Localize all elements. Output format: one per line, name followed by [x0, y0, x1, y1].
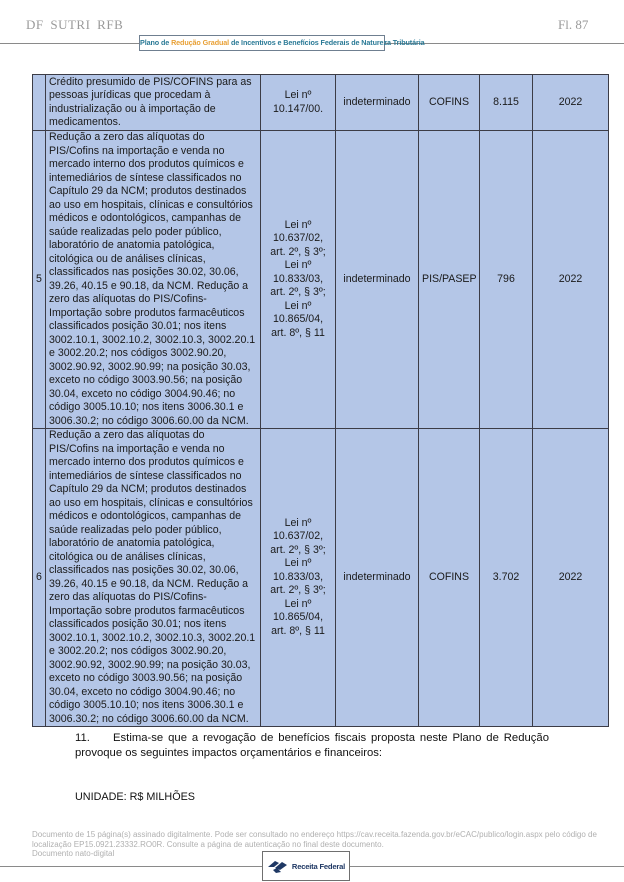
tax-type: PIS/PASEP [419, 131, 480, 429]
footer-logo [262, 851, 350, 881]
legal-basis: Lei nº 10.637/02, art. 2º, § 3º; Lei nº 10.833/03, art. 2º, § 3º; Lei nº 10.865/04, art. 8º, § 11 [261, 429, 336, 727]
term: indeterminado [336, 75, 419, 131]
benefit-description: Redução a zero das alíquotas do PIS/Cofins na importação e venda no mercado interno dos produtos químicos e intemediários de síntese classificados no Capítulo 29 da NCM; produtos destinados ao uso em hospitais, clínicas e consultórios médicos e odontológicos, campanhas de saúde realizadas pelo poder público, laboratório de anatomia patológica, citológica ou de análises clínicas, classificados nas posições 30.02, 30.06, 39.26, 40.15 e 90.18, da NCM. Redução a zero das alíquotas do PIS/Cofins-Importação sobre produtos farmacêuticos classificados posição 30.01; nos itens 3002.10.1, 3002.10.2, 3002.10.3, 3002.20.1 e 3002.20.2; nos códigos 3002.90.20, 3002.90.92, 3002.90.99; na posição 30.03, exceto no código 3003.90.56; na posição 30.04, exceto no código 3004.90.46; no código 3005.10.10; nos itens 3006.30.1 e 3006.30.2; no código 3006.60.00 da NCM. [46, 131, 261, 429]
unit-label: UNIDADE: R$ MILHÕES [75, 791, 195, 803]
year: 2022 [533, 429, 609, 727]
table-row [33, 75, 609, 131]
header-banner [139, 35, 425, 51]
tax-type: COFINS [419, 75, 480, 131]
page-folio: Fl. 87 [558, 17, 589, 32]
legal-basis: Lei nº 10.147/00. [261, 75, 336, 131]
row-number [33, 75, 46, 131]
header-department: DF SUTRI RFB [26, 17, 124, 32]
row-number: 5 [33, 131, 46, 429]
benefits-table [32, 74, 609, 727]
receita-federal-logo-icon [267, 858, 289, 874]
paragraph-11 [75, 731, 549, 761]
amount: 796 [480, 131, 533, 429]
banner-text-pre: Plano de [140, 38, 172, 47]
amount: 3.702 [480, 429, 533, 727]
amount: 8.115 [480, 75, 533, 131]
paragraph-number: 11. [75, 732, 90, 744]
banner-text-post: de Incentivos e Benefícios Federais de Natureza Tributária [229, 38, 425, 47]
table-row [33, 131, 609, 429]
legal-basis: Lei nº 10.637/02, art. 2º, § 3º; Lei nº 10.833/03, art. 2º, § 3º; Lei nº 10.865/04, art. 8º, § 11 [261, 131, 336, 429]
term: indeterminado [336, 131, 419, 429]
table-row [33, 429, 609, 727]
banner-text-accent: Redução Gradual [171, 38, 230, 47]
origin-text: Documento nato-digital [32, 849, 115, 858]
benefit-description: Crédito presumido de PIS/COFINS para as pessoas jurídicas que procedam à industrialização ou à importação de medicamentos. [46, 75, 261, 131]
tax-type: COFINS [419, 429, 480, 727]
signature-text: Documento de 15 página(s) assinado digitalmente. Pode ser consultado no endereço https://cav.receita.fazenda.gov.br/eCAC/publico/login.aspx pelo código de localização EP15.0921.23332.RO0R. Consulte a página de autenticação no final deste documento. [32, 830, 597, 849]
year: 2022 [533, 131, 609, 429]
year: 2022 [533, 75, 609, 131]
paragraph-text: Estima-se que a revogação de benefícios fiscais proposta neste Plano de Redução provoque os seguintes impactos orçamentários e financeiros: [75, 732, 549, 759]
benefit-description: Redução a zero das alíquotas do PIS/Cofins na importação e venda no mercado interno dos produtos químicos e intemediários de síntese classificados no Capítulo 29 da NCM; produtos destinados ao uso em hospitais, clínicas e consultórios médicos e odontológicos, campanhas de saúde realizadas pelo poder público, laboratório de anatomia patológica, citológica ou de análises clínicas, classificados nas posições 30.02, 30.06, 39.26, 40.15 e 90.18, da NCM. Redução a zero das alíquotas do PIS/Cofins-Importação sobre produtos farmacêuticos classificados posição 30.01; nos itens 3002.10.1, 3002.10.2, 3002.10.3, 3002.20.1 e 3002.20.2; nos códigos 3002.90.20, 3002.90.92, 3002.90.99; na posição 30.03, exceto no código 3003.90.56; na posição 30.04, exceto no código 3004.90.46; no código 3005.10.10; nos itens 3006.30.1 e 3006.30.2; no código 3006.60.00 da NCM. [46, 429, 261, 727]
logo-text: Receita Federal [291, 861, 346, 871]
row-number: 6 [33, 429, 46, 727]
term: indeterminado [336, 429, 419, 727]
